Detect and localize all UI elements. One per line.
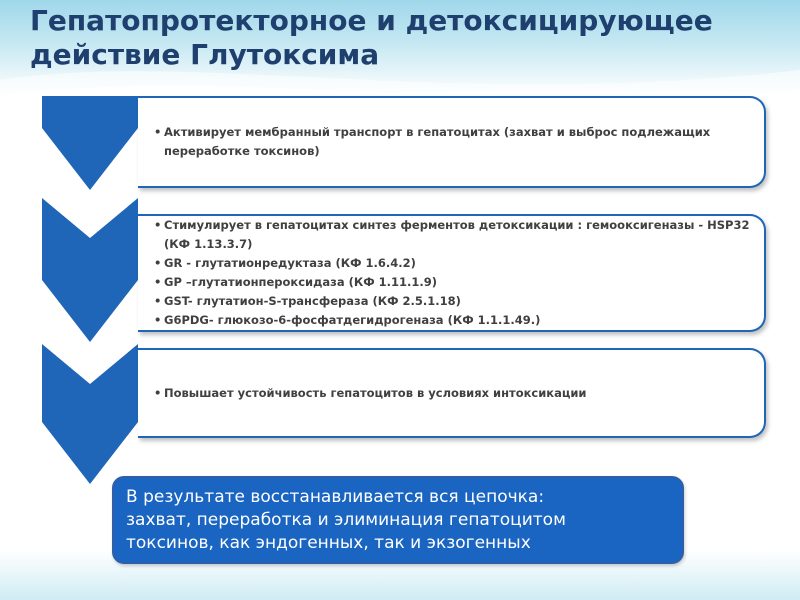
step-2-item: • GR - глутатионредуктаза (КФ 1.6.4.2)	[154, 254, 750, 273]
step-3-list	[154, 384, 750, 403]
title-line-1: Гепатопротекторное и детоксицирующее	[30, 4, 713, 37]
step-1-list	[154, 123, 750, 161]
step-2-item: • GP –глутатионпероксидаза (КФ 1.11.1.9)	[154, 273, 750, 292]
step-box-3	[138, 348, 766, 438]
step-box-2	[138, 214, 766, 332]
step-1-item: • Активирует мембранный транспорт в гепатоцитах (захват и выброс подлежащих переработке токсинов)	[154, 123, 750, 161]
result-line-2: захват, переработка и элиминация гепатоцитом	[126, 509, 566, 530]
step-2-item: • G6PDG- глюкозо-6-фосфатдегидрогеназа (КФ 1.1.1.49.)	[154, 311, 750, 330]
step-2-item: • GST- глутатион-S-трансфераза (КФ 2.5.1.18)	[154, 292, 750, 311]
result-line-1: В результате восстанавливается вся цепочка:	[126, 486, 545, 507]
step-3-item: • Повышает устойчивость гепатоцитов в условиях интоксикации	[154, 384, 750, 403]
chevron-2	[42, 198, 138, 342]
result-line-3: токсинов, как эндогенных, так и экзогенных	[126, 532, 531, 553]
chevron-3	[42, 344, 138, 484]
title-line-2: действие Глутоксима	[30, 38, 380, 71]
step-2-list	[154, 216, 750, 330]
step-box-1	[138, 96, 766, 188]
result-box	[112, 476, 684, 564]
step-2-item: • Стимулирует в гепатоцитах синтез ферментов детоксикации : гемооксигеназы - HSP32 (КФ 1.13.3.7)	[154, 216, 750, 254]
chevron-1	[42, 96, 138, 190]
